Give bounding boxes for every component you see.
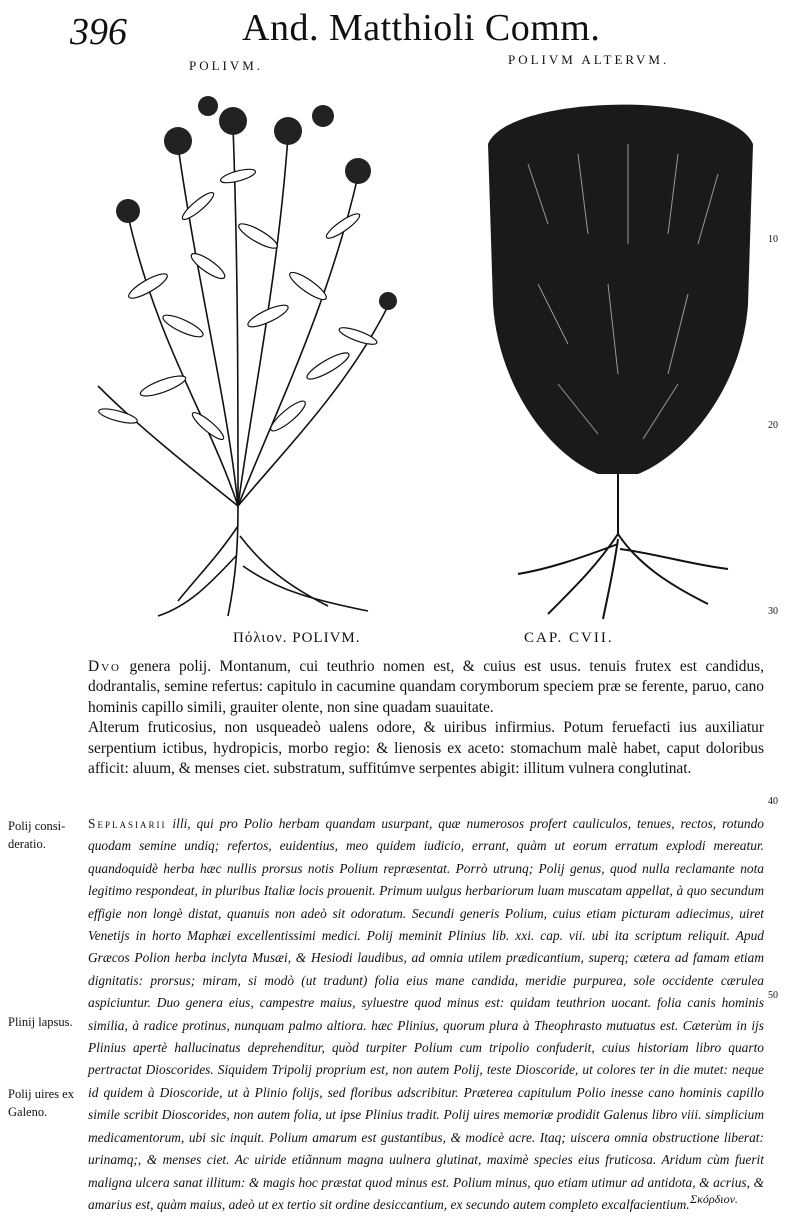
margin-note-plinij-lapsus: Plinij lapsus. bbox=[8, 1015, 73, 1029]
margin-note-line: Polij uires ex bbox=[8, 1087, 74, 1101]
dioscorides-lead: Dvo bbox=[88, 658, 122, 675]
figure-caption-left: Πόλιον. POLIVM. bbox=[233, 630, 361, 646]
chapter-heading: CAP. CVII. bbox=[524, 630, 614, 646]
catchword: Σκόρδιον. bbox=[690, 1192, 738, 1206]
figure-title-right: POLIVM ALTERVM. bbox=[508, 52, 670, 67]
polium-alterum-illustration bbox=[468, 84, 768, 624]
line-number-40: 40 bbox=[768, 796, 778, 807]
line-number-30: 30 bbox=[768, 606, 778, 617]
line-number-20: 20 bbox=[768, 420, 778, 431]
commentary-lead: Seplasiarii bbox=[88, 816, 167, 831]
dioscorides-p1: genera polij. Montanum, cui teuthrio nomen est, & cuius est usus. tenuis frutex est candidus, dodrantalis, semine refertus: capitulo in cacumine quandam corymborum speciem præ se ferente, paruo, cano hominis capillo simili, grauiter olente, non sine quadam suauitate. bbox=[88, 658, 764, 716]
commentary-text bbox=[88, 813, 764, 1216]
margin-note-line: Polij consi- bbox=[8, 819, 66, 833]
margin-note-line: Galeno. bbox=[8, 1105, 48, 1119]
polium-illustration bbox=[88, 86, 408, 626]
running-title: And. Matthioli Comm. bbox=[242, 7, 601, 49]
commentary-body: illi, qui pro Polio herbam quandam usurpant, quæ numerosos profert cauliculos, tenues, rectos, rotundo quodam semine undiq; refertos, euidentius, meo quidem iudicio, errant, quàm ut eorum erratum explodi mereatur. quandoquidè herba hæc nullis prorsus notis Polium repræsentat. Porrò utrunq; Polij genus, quod nulla reclamante nota legitimo respondeat, in pluribus Italiæ locis prouenit. Primum uulgus herbariorum luam muscatam appellat, à quo secundum effigie non longè distat, quanuis non adeò sit odoratum. Secundi generis Polium, cuius etiam picturam adiecimus, uiret Venetijs in horto Maphæi excellentissimi medici. Polij meminit Plinius lib. xxi. cap. vii. ubi ita scriptum reliquit. Apud Græcos Polion herba inclyta Musæi, & Hesiodi laudibus, ad omnia utilem prædicantium, superq; cætera ad famam etiam dignitatis: prorsus; miram, si modò (ut tradunt) folia eius mane candida, meridie purpurea, sole occidente cærulea aspiciuntur. Duo genera eius, campestre maius, syluestre quod minus est: quidam teuthrion uocant. folia canis hominis similia, à radice protinus, nunquam palmo altiora. hæc Plinius, quorum plura à Theophrasto mutuatus est. Cæterùm in ijs Plinius apertè hallucinatus deprehenditur, quòd turpiter Polium cum tripolio confuderit, cuius historiam libro quarto pertractat Dioscorides. Siquidem Tripolij proprium est, non autem Polij, teste Dioscoride, ut colores ter in die mutet: neque id quidem à Dioscoride, ut à Plinio folijs, sed floribus adscribitur. Præterea capitulum Polio inesse cano hominis capillo simile scribit Dioscorides, non autem folia, ut ipse Plinius tradit. Polij uires memoriæ prodidit Galenus libro viii. simplicium medicamentorum, ubi sic inquit. Polium amarum est gustantibus, & modicè acre. Itaq; uiscera omnia obstructione liberat: urinamq;, & menses ciet. Ac uiride etiãnnum magna uulnera glutinat, maximè species eius fruticosa. Aridum cùm fuerit maligna ulcera sanat illitum: & magis hoc præstat quod minus est. Polium minus, quo etiam utimur ad antidota, & acrius, & amarius est, quàm maius, adeò ut ex tertio sit ordine desiccantium, ex secundo autem completo excalfacientium. bbox=[88, 816, 764, 1212]
page-number: 396 bbox=[70, 11, 127, 53]
dioscorides-paragraph-2: Alterum fruticosius, non usqueadeò ualens odore, & uiribus infirmius. Potum feruefacti ius auxiliatur serpentium ictibus, hydropicis, morbo regio: & lienosis ex aceto: stomachum malè habet, caput doloribus afficit: aluum, & menses ciet. substratum, suffitúmve serpentes abigit: illitum vulnera conglutinat. bbox=[88, 719, 764, 778]
dioscorides-text bbox=[88, 657, 764, 779]
figure-title-left: POLIVM. bbox=[189, 58, 264, 73]
margin-note-galeno bbox=[8, 1085, 86, 1121]
line-number-50: 50 bbox=[768, 990, 778, 1001]
margin-note-line: deratio. bbox=[8, 837, 46, 851]
line-number-10: 10 bbox=[768, 234, 778, 245]
dioscorides-paragraph-1 bbox=[88, 657, 764, 718]
margin-note-consideratio bbox=[8, 817, 86, 853]
